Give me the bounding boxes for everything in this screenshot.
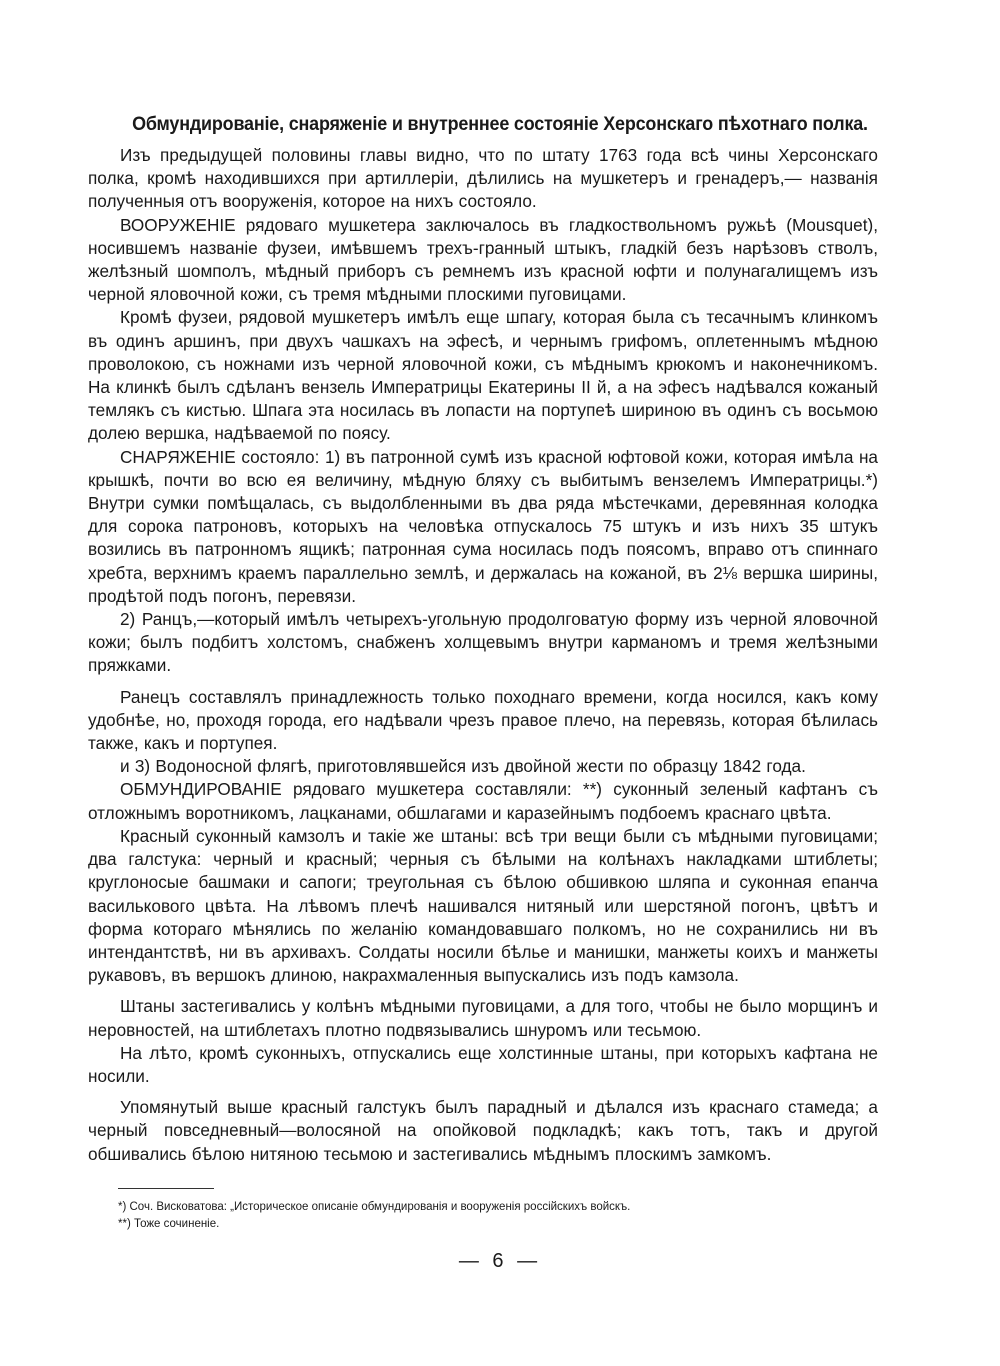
paragraph-camisole: Красный суконный камзолъ и такіе же штаны: всѣ три вещи были съ мѣдными пуговицами; два галстука: черный и красный; черныя съ бѣлыми на колѣнахъ накладками штиблеты; круглоносые башмаки и сапоги; треугольная съ бѣлою обшивкою шляпа и суконная епанча василькового цвѣта. На лѣвомъ плечѣ нашивался нитяный или шерстяной погонъ, цвѣтъ и форма котораго мѣнялись по желанію командовавшаго полкомъ, но не сохранились ни въ интендантствѣ, ни въ архивахъ. Солдаты носили бѣлье и манишки, манжеты коихъ и манжеты рукавовъ, въ вершокъ длиною, накрахмаленныя выпускались изъ подъ камзола. xyxy=(88,825,878,986)
paragraph-summer: На лѣто, кромѣ суконныхъ, отпускались еще холстинные штаны, при которыхъ кафтана не носили. xyxy=(88,1042,878,1086)
footnote-2: **) Тоже сочиненіе. xyxy=(118,1218,220,1230)
paragraph-intro: Изъ предыдущей половины главы видно, что по штату 1763 года всѣ чины Херсонскаго полка, кромѣ находившихся при артиллеріи, дѣлились на мушкетеръ и гренадеръ,— названія полученныя отъ вооруженія, которое на нихъ состояло. xyxy=(88,145,878,212)
footnote-1: *) Соч. Висковатова: „Историческое описаніе обмундированія и вооруженія россійскихъ войскъ. xyxy=(118,1201,631,1213)
paragraph-armament: ВООРУЖЕНІЕ рядоваго мушкетера заключалось въ гладкоствольномъ ружьѣ (Mousquet), носившемъ названіе фузеи, имѣвшемъ трехъ-гранный штыкъ, гладкій безъ нарѣзовъ стволъ, желѣзный шомполъ, мѣдный приборъ съ ремнемъ изъ красной юфти и полунагалищемъ изъ черной яловочной кожи, съ тремя мѣдными плоскими пуговицами. xyxy=(88,214,878,305)
paragraph-trousers: Штаны застегивались у колѣнъ мѣдными пуговицами, а для того, чтобы не было морщинъ и неровностей, на штиблетахъ плотно подвязывались шнуромъ или тесьмою. xyxy=(88,996,878,1040)
paragraph-equipment: СНАРЯЖЕНІЕ состояло: 1) въ патронной сумѣ изъ красной юфтовой кожи, которая имѣла на крышкѣ, почти во всю ея величину, мѣдную бляху съ выбитымъ вензелемъ Императрицы.*) Внутри сумки помѣщалась, съ выдолбленными въ два ряда мѣстечками, деревянная колодка для сорока патроновъ, которыхъ на человѣка отпускалось 75 штукъ и изъ нихъ 35 штукъ возились въ патронномъ ящикѣ; патронная сума носилась подъ поясомъ, вправо отъ спиннаго хребта, верхнимъ краемъ параллельно землѣ, и держалась на кожаной, въ 2⅛ вершка ширины, продѣтой подъ погонъ, перевязи. xyxy=(88,446,878,606)
paragraph-knapsack-usage: Ранецъ составлялъ принадлежность только походнаго времени, когда носился, какъ кому удобнѣе, но, проходя города, его надѣвали чрезъ правое плечо, на перевязь, которая бѣлилась также, какъ и портупея. xyxy=(88,686,878,754)
body-text xyxy=(88,144,878,1166)
paragraph-necktie: Упомянутый выше красный галстукъ былъ парадный и дѣлался изъ краснаго стамеда; а черный повседневный—волосяной на опойковой подкладкѣ; какъ тотъ, такъ и другой обшивались бѣлою нитяною тесьмою и застегивались мѣднымъ плоскимъ замкомъ. xyxy=(88,1097,878,1164)
paragraph-sword: Кромѣ фузеи, рядовой мушкетеръ имѣлъ еще шпагу, которая была съ тесачнымъ клинкомъ въ одинъ аршинъ, при двухъ чашкахъ на эфесѣ, и чернымъ грифомъ, оплетеннымъ мѣдною проволокою, съ ножнами изъ черной яловочной кожи, съ мѣднымъ крюкомъ и наконечникомъ. На клинкѣ былъ сдѣланъ вензель Императрицы Екатерины II й, а на эфесъ надѣвался кожаный темлякъ съ кистью. Шпага эта носилась въ лопасти на портупеѣ шириною въ одинъ съ восьмою долею вершка, надѣваемой по поясу. xyxy=(88,307,878,444)
footnote-divider xyxy=(118,1188,214,1189)
paragraph-uniform: ОБМУНДИРОВАНІЕ рядоваго мушкетера составляли: **) суконный зеленый кафтанъ съ отложнымъ воротникомъ, лацканами, обшлагами и каразейнымъ подбоемъ краснаго цвѣта. xyxy=(88,779,878,823)
paragraph-flask: и 3) Водоносной флягѣ, приготовлявшейся изъ двойной жести по образцу 1842 года. xyxy=(120,756,806,777)
paragraph-knapsack: 2) Ранцъ,—который имѣлъ четырехъ-угольную продолговатую форму изъ черной яловочной кожи; былъ подбитъ холстомъ, снабженъ холщевымъ внутри карманомъ и тремя желѣзными пряжками. xyxy=(88,609,878,676)
page-number: — 6 — xyxy=(458,1250,542,1272)
chapter-heading: Обмундированіе, снаряженіе и внутреннее состояніе Херсонскаго пѣхотнаго полка. xyxy=(132,113,868,135)
